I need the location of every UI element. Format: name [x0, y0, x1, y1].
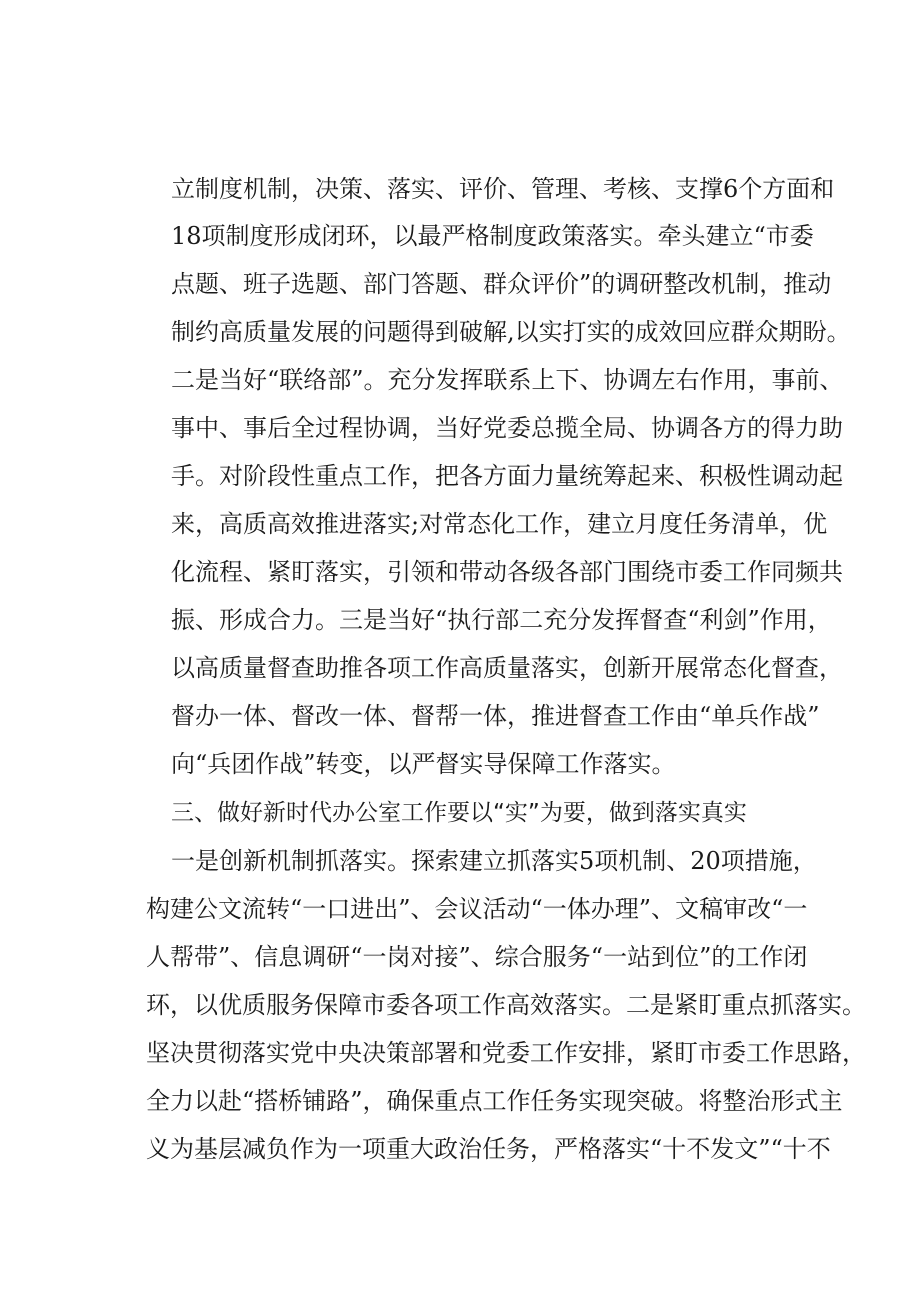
paragraph-line: 18项制度形成闭环，以最严格制度政策落实。牵头建立“市委: [171, 222, 814, 250]
paragraph-line: 构建公文流转“一口进出”、会议活动“一体办理”、文稿审改“一: [146, 895, 808, 923]
paragraph-line: 事中、事后全过程协调，当好党委总揽全局、协调各方的得力助: [171, 414, 843, 442]
section-heading: 三、做好新时代办公室工作要以“实”为要，做到落实真实: [171, 800, 747, 826]
paragraph-line: 来，高质高效推进落实;对常态化工作，建立月度任务清单，优: [171, 510, 828, 538]
paragraph-line: 一是创新机制抓落实。探索建立抓落实5项机制、20项措施，: [171, 847, 817, 875]
paragraph-line: 义为基层减负作为一项重大政治任务，严格落实“十不发文”“十不: [146, 1135, 831, 1163]
paragraph-line: 振、形成合力。三是当好“执行部二充分发挥督查“利剑”作用，: [171, 606, 832, 634]
paragraph-line: 人帮带”、信息调研“一岗对接”、综合服务“一站到位”的工作闭: [146, 943, 808, 971]
paragraph-line: 点题、班子选题、部门答题、群众评价”的调研整改机制，推动: [171, 270, 832, 298]
paragraph-line: 立制度机制，决策、落实、评价、管理、考核、支撑6个方面和: [171, 175, 835, 203]
paragraph-line: 手。对阶段性重点工作，把各方面力量统筹起来、积极性调动起: [171, 462, 843, 490]
paragraph-line: 向“兵团作战”转变，以严督实导保障工作落实。: [171, 750, 676, 778]
paragraph-line: 以高质量督查助推各项工作高质量落实，创新开展常态化督查，: [171, 654, 843, 682]
paragraph-line: 二是当好“联络部”。充分发挥联系上下、协调左右作用，事前、: [171, 366, 844, 394]
paragraph-line: 环，以优质服务保障市委各项工作高效落实。二是紧盯重点抓落实。: [146, 991, 866, 1019]
paragraph-line: 制约高质量发展的问题得到破解,以实打实的成效回应群众期盼。: [171, 318, 851, 346]
paragraph-line: 化流程、紧盯落实，引领和带动各级各部门围绕市委工作同频共: [171, 558, 843, 586]
paragraph-line: 坚决贯彻落实党中央决策部署和党委工作安排，紧盯市委工作思路，: [146, 1039, 866, 1067]
paragraph-line: 督办一体、督改一体、督帮一体，推进督查工作由“单兵作战”: [171, 702, 820, 730]
paragraph-line: 全力以赴“搭桥铺路”，确保重点工作任务实现突破。将整治形式主: [146, 1087, 843, 1115]
